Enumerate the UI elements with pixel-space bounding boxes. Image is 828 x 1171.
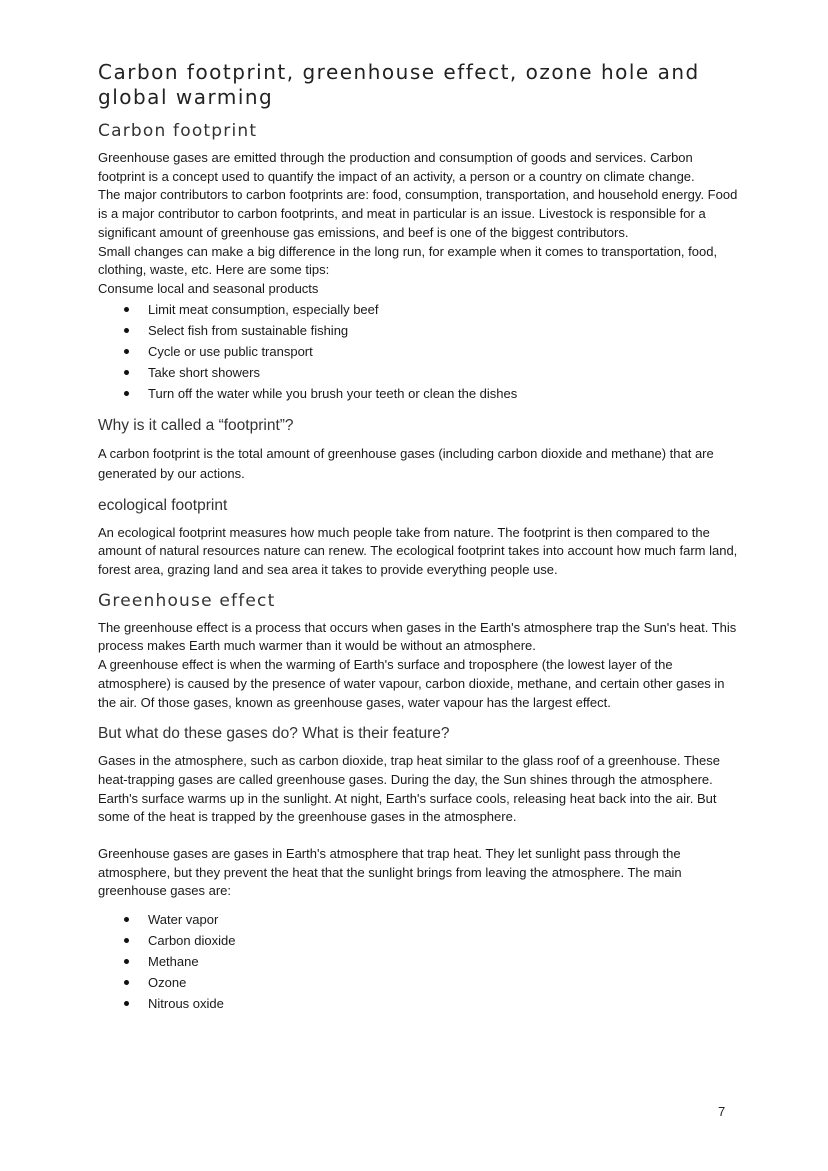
list-item: Limit meat consumption, especially beef [98, 299, 738, 320]
paragraph: The greenhouse effect is a process that occurs when gases in the Earth's atmosphere trap the Sun's heat. This process makes Earth much warmer than it would be without an atmosphere. [98, 619, 737, 654]
list-item: Select fish from sustainable fishing [98, 320, 738, 341]
section-heading-greenhouse-effect: Greenhouse effect [98, 590, 276, 611]
list-item: Ozone [98, 972, 738, 993]
list-item: Nitrous oxide [98, 993, 738, 1014]
tips-list [98, 299, 738, 404]
list-item: Water vapor [98, 909, 738, 930]
subheading-gases-feature: But what do these gases do? What is their feature? [98, 725, 450, 743]
page-title: Carbon footprint, greenhouse effect, ozone hole and global warming [98, 60, 700, 109]
list-item: Take short showers [98, 362, 738, 383]
paragraph: Gases in the atmosphere, such as carbon dioxide, trap heat similar to the glass roof of a greenhouse. These heat-trapping gases are called greenhouse gases. During the day, the Sun shines through the atmosphere. Earth's surface warms up in the sunlight. At night, Earth's surface cools, releasing heat back into the air. But some of the heat is trapped by the greenhouse gases in the atmosphere. [98, 753, 720, 825]
paragraph: A greenhouse effect is when the warming of Earth's surface and troposphere (the lowest layer of the atmosphere) is caused by the presence of water vapour, carbon dioxide, methane, and certain other gases in the air. Of those gases, known as greenhouse gases, water vapour has the largest effect. [98, 657, 725, 710]
spacer [98, 827, 738, 845]
section-heading-carbon-footprint: Carbon footprint [98, 121, 258, 141]
paragraph: The major contributors to carbon footprints are: food, consumption, transportation, and household energy. Food is a major contributor to carbon footprints, and meat in particular is an issue. Livestock is responsible for a significant amount of greenhouse gas emissions, and beef is one of the biggest contributors. [98, 187, 738, 240]
subheading-ecological-footprint: ecological footprint [98, 496, 228, 514]
paragraph: An ecological footprint measures how much people take from nature. The footprint is then compared to the amount of natural resources nature can renew. The ecological footprint takes into account how much farm land, forest area, grazing land and sea area it takes to provide everything people use. [98, 524, 738, 578]
spacer [98, 901, 738, 909]
subheading-why-footprint: Why is it called a “footprint”? [98, 416, 294, 434]
paragraph: Small changes can make a big difference in the long run, for example when it comes to transportation, food, clothing, waste, etc. Here are some tips: [98, 243, 718, 278]
paragraph: Greenhouse gases are emitted through the production and consumption of goods and services. Carbon footprint is a concept used to quantify the impact of an activity, a person or a country on climate change. [98, 150, 695, 184]
paragraph: A carbon footprint is the total amount of greenhouse gases (including carbon dioxide and methane) that are generated by our actions. [98, 445, 714, 481]
paragraph: Consume local and seasonal products [98, 280, 319, 296]
list-item: Turn off the water while you brush your teeth or clean the dishes [98, 383, 738, 404]
list-item: Carbon dioxide [98, 930, 738, 951]
page-content [98, 60, 738, 1014]
list-item: Cycle or use public transport [98, 341, 738, 362]
paragraph: Greenhouse gases are gases in Earth's atmosphere that trap heat. They let sunlight pass through the atmosphere, but they prevent the heat that the sunlight brings from leaving the atmosphere. The main greenhouse gases are: [98, 846, 682, 899]
list-item: Methane [98, 951, 738, 972]
greenhouse-gases-list [98, 909, 738, 1014]
page-number: 7 [718, 1104, 726, 1119]
